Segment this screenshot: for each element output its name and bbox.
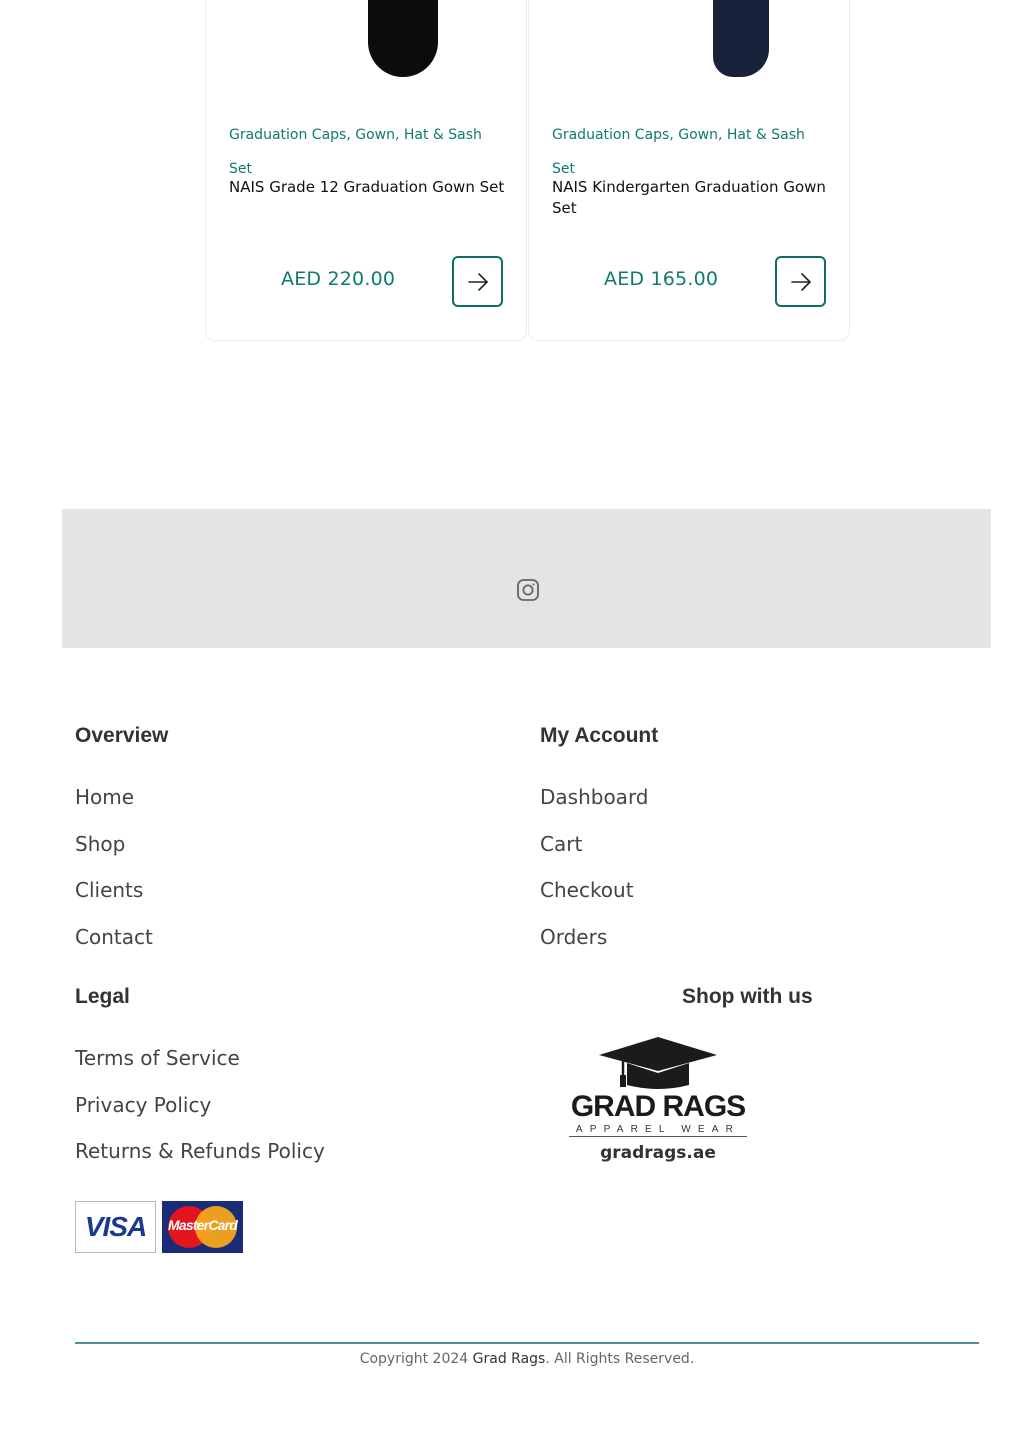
- logo-tagline: APPAREL WEAR: [569, 1124, 747, 1137]
- footer-link-refunds[interactable]: Returns & Refunds Policy: [75, 1139, 325, 1163]
- product-title[interactable]: NAIS Kindergarten Graduation Gown Set: [552, 178, 826, 217]
- gown-image: [368, 0, 438, 77]
- footer-link-clients[interactable]: Clients: [75, 878, 144, 902]
- logo-domain: gradrags.ae: [600, 1143, 716, 1163]
- product-title[interactable]: NAIS Grade 12 Graduation Gown Set: [229, 178, 505, 196]
- footer-link-orders[interactable]: Orders: [540, 925, 608, 949]
- product-category[interactable]: Graduation Caps, Gown, Hat & Sash Set: [229, 127, 482, 177]
- footer-link-terms[interactable]: Terms of Service: [75, 1046, 240, 1070]
- product-card[interactable]: [528, 0, 850, 341]
- footer-link-checkout[interactable]: Checkout: [540, 878, 634, 902]
- product-price: AED 220.00: [281, 268, 396, 290]
- overview-heading: Overview: [75, 724, 169, 747]
- instagram-icon[interactable]: [516, 578, 540, 602]
- footer-link-shop[interactable]: Shop: [75, 832, 126, 856]
- footer-link-cart[interactable]: Cart: [540, 832, 583, 856]
- footer-link-dashboard[interactable]: Dashboard: [540, 785, 649, 809]
- copyright-brand-link[interactable]: Grad Rags: [472, 1351, 546, 1367]
- mastercard-logo: [162, 1201, 243, 1253]
- arrow-right-icon: [466, 270, 490, 294]
- view-product-button[interactable]: [452, 256, 503, 307]
- grad-rags-logo[interactable]: [567, 1033, 749, 1168]
- footer-link-privacy[interactable]: Privacy Policy: [75, 1093, 212, 1117]
- copyright-suffix: . All Rights Reserved.: [545, 1351, 695, 1367]
- social-band: [62, 509, 991, 648]
- gown-image: [713, 0, 769, 77]
- product-image[interactable]: [529, 0, 849, 80]
- footer-link-home[interactable]: Home: [75, 785, 135, 809]
- mastercard-label: MasterCard: [167, 1217, 238, 1233]
- footer-link-contact[interactable]: Contact: [75, 925, 153, 949]
- my-account-heading: My Account: [540, 724, 659, 747]
- logo-brand: GRAD RAGS: [570, 1090, 746, 1123]
- copyright-text: [0, 1351, 1024, 1367]
- footer-divider: [75, 1342, 979, 1344]
- visa-label: VISA: [84, 1211, 147, 1242]
- product-category[interactable]: Graduation Caps, Gown, Hat & Sash Set: [552, 127, 805, 177]
- legal-heading: Legal: [75, 985, 130, 1008]
- product-card[interactable]: [205, 0, 527, 341]
- view-product-button[interactable]: [775, 256, 826, 307]
- visa-logo: [75, 1201, 156, 1253]
- product-image[interactable]: [206, 0, 526, 80]
- copyright-prefix: Copyright 2024: [359, 1351, 473, 1367]
- graduation-cap-icon: [597, 1035, 719, 1091]
- product-price: AED 165.00: [604, 268, 719, 290]
- arrow-right-icon: [789, 270, 813, 294]
- shop-with-us-heading: Shop with us: [682, 985, 813, 1008]
